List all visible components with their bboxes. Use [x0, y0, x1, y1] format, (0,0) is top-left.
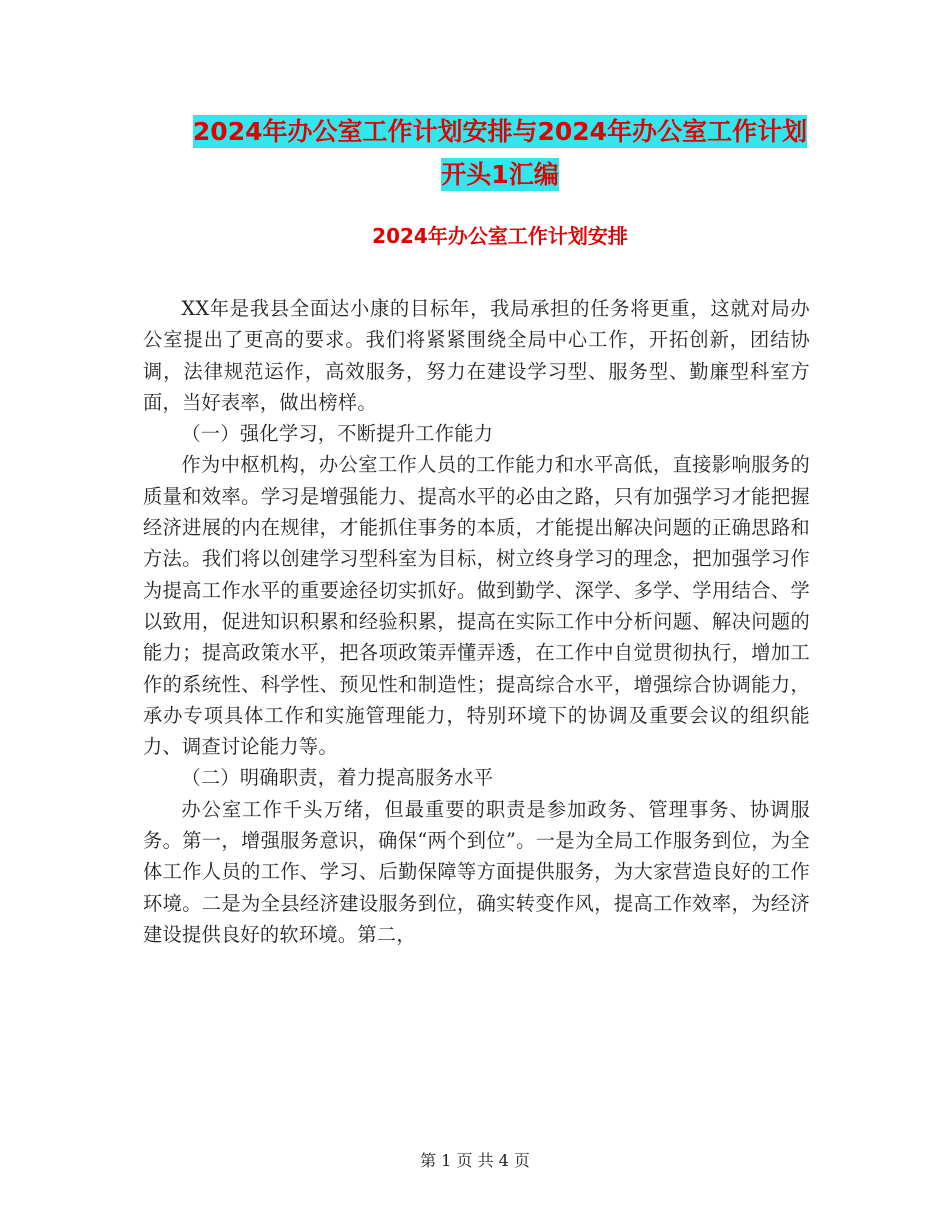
title-highlight: 2024年办公室工作计划安排与2024年办公室工作计划: [192, 117, 808, 146]
document-title-line2: [140, 155, 860, 195]
document-title-line1: [140, 112, 860, 152]
paragraph: 作为中枢机构，办公室工作人员的工作能力和水平高低，直接影响服务的质量和效率。学习是增强能力、提高水平的必由之路，只有加强学习才能把握经济进展的内在规律，才能抓住事务的本质，才能提出解决问题的正确思路和方法。我们将以创建学习型科室为目标，树立终身学习的理念，把加强学习作为提高工作水平的重要途径切实抓好。做到勤学、深学、多学、学用结合、学以致用，促进知识积累和经验积累，提高在实际工作中分析问题、解决问题的能力；提高政策水平，把各项政策弄懂弄透，在工作中自觉贯彻执行，增加工作的系统性、科学性、预见性和制造性；提高综合水平，增强综合协调能力，承办专项具体工作和实施管理能力，特别环境下的协调及重要会议的组织能力、调查讨论能力等。: [143, 453, 810, 759]
paragraph: XX年是我县全面达小康的目标年，我局承担的任务将更重，这就对局办公室提出了更高的要求。我们将紧紧围绕全局中心工作，开拓创新，团结协调，法律规范运作，高效服务，努力在建设学习型、服务型、勤廉型科室方面，当好表率，做出榜样。: [143, 297, 810, 414]
title-highlight: 开头1汇编: [441, 160, 559, 189]
subheading: （二）明确职责，着力提高服务水平: [181, 766, 494, 790]
document-body: [143, 293, 810, 950]
subheading: （一）强化学习，不断提升工作能力: [181, 422, 494, 446]
section-title: 2024年办公室工作计划安排: [372, 224, 628, 248]
paragraph: 办公室工作千头万绪，但最重要的职责是参加政务、管理事务、协调服务。第一，增强服务意识，确保“两个到位”。一是为全局工作服务到位，为全体工作人员的工作、学习、后勤保障等方面提供服务，为大家营造良好的工作环境。二是为全县经济建设服务到位，确实转变作风，提高工作效率，为经济建设提供良好的软环境。第二，: [143, 797, 810, 946]
page-footer: 第 1 页 共 4 页: [420, 1151, 530, 1170]
